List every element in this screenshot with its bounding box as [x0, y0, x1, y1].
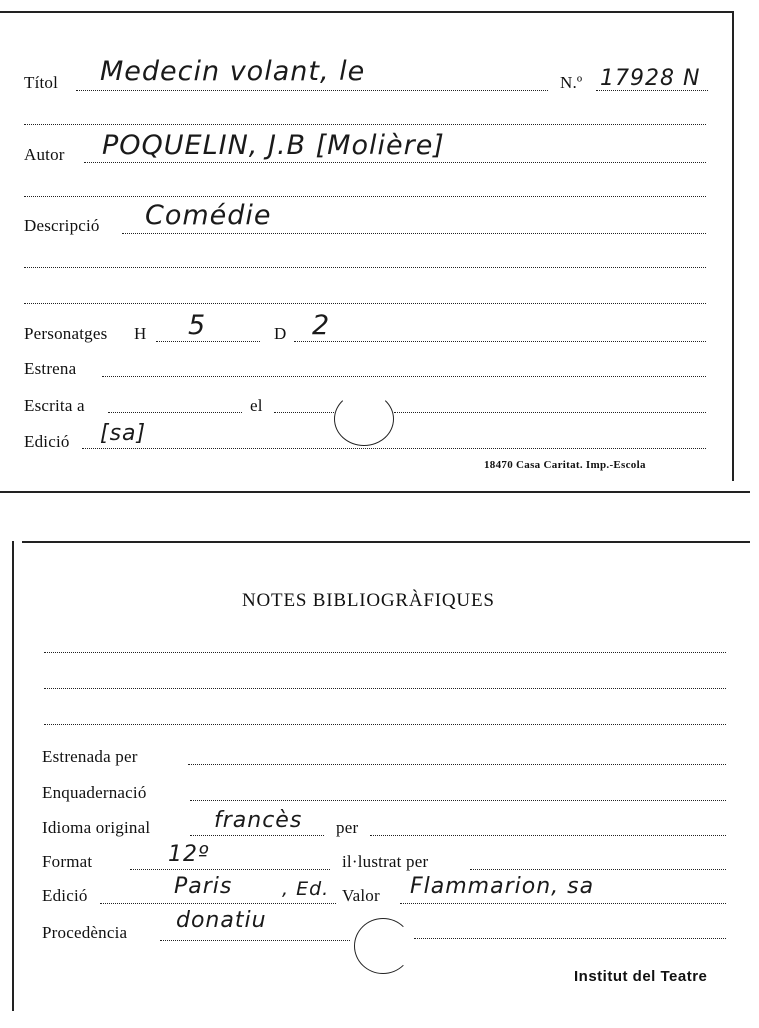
autor-label: Autor: [24, 145, 65, 164]
notes-heading: NOTES BIBLIOGRÀFIQUES: [242, 590, 495, 611]
back-edicio-line: [100, 903, 336, 904]
card-front-bottom-border: [0, 491, 750, 493]
estrena-label: Estrena: [24, 359, 77, 378]
personatges-h-line: [156, 341, 260, 342]
format-label: Format: [42, 852, 93, 871]
titol-value: Medecin volant, le: [100, 56, 366, 87]
printer-imprint: 18470 Casa Caritat. Imp.-Escola: [484, 459, 646, 471]
card-front-right-border: [732, 11, 734, 481]
edicio-place-value: Paris: [174, 874, 233, 899]
edicio-publisher-value: Flammarion, sa: [410, 874, 595, 899]
punch-hole-front: [334, 392, 394, 446]
numero-value: 17928 N: [600, 66, 701, 91]
punch-hole-back: [354, 918, 412, 974]
titol-extra-line: [24, 124, 706, 125]
descripcio-value: Comédie: [145, 200, 272, 231]
edicio-valor-line: [400, 903, 726, 904]
enquadernacio-label: Enquadernació: [42, 783, 147, 802]
estrenada-label: Estrenada per: [42, 747, 138, 766]
personatges-label: Personatges: [24, 324, 108, 343]
descripcio-line-3: [24, 303, 706, 304]
notes-line-1: [44, 652, 726, 653]
descripcio-label: Descripció: [24, 216, 100, 235]
descripcio-line-2: [24, 267, 706, 268]
escrita-line: [108, 412, 242, 413]
numero-label: N.º: [560, 73, 583, 92]
escrita-label: Escrita a: [24, 396, 85, 415]
card-back-left-border: [12, 541, 14, 1011]
personatges-d-label: D: [274, 324, 287, 343]
procedencia-label: Procedència: [42, 923, 128, 942]
personatges-d-value: 2: [312, 310, 331, 341]
idioma-value: francès: [214, 808, 303, 833]
personatges-h-value: 5: [188, 310, 207, 341]
procedencia-line: [160, 940, 350, 941]
escrita-el-line-left: [274, 412, 334, 413]
idioma-line: [190, 835, 324, 836]
titol-label: Títol: [24, 73, 59, 92]
card-back-top-border: [22, 541, 750, 543]
procedencia-value: donatiu: [176, 908, 267, 933]
edicio-ed-label: , Ed.: [282, 878, 330, 900]
autor-extra-line: [24, 196, 706, 197]
edicio-line: [82, 448, 706, 449]
titol-line: [76, 90, 548, 91]
format-line: [130, 869, 330, 870]
format-value: 12º: [168, 842, 210, 867]
back-edicio-label: Edició: [42, 886, 88, 905]
enquadernacio-line: [190, 800, 726, 801]
notes-line-2: [44, 688, 726, 689]
institution-name: Institut del Teatre: [574, 968, 708, 985]
illustrat-label: il·lustrat per: [342, 852, 429, 871]
notes-line-3: [44, 724, 726, 725]
escrita-el-label: el: [250, 396, 263, 415]
estrenada-line: [188, 764, 726, 765]
idioma-per-line: [370, 835, 726, 836]
escrita-el-line-right: [394, 412, 706, 413]
autor-value: POQUELIN, J.B [Molière]: [102, 130, 445, 161]
autor-line: [84, 162, 706, 163]
personatges-h-label: H: [134, 324, 147, 343]
card-front-top-border: [0, 11, 733, 13]
illustrat-line: [470, 869, 726, 870]
edicio-value: [sa]: [100, 421, 147, 446]
idioma-label: Idioma original: [42, 818, 151, 837]
procedencia-line-right: [414, 938, 726, 939]
personatges-d-line: [294, 341, 706, 342]
estrena-line: [102, 376, 706, 377]
idioma-per-label: per: [336, 818, 359, 837]
edicio-valor-label: Valor: [342, 886, 380, 905]
edicio-label: Edició: [24, 432, 70, 451]
descripcio-line: [122, 233, 706, 234]
